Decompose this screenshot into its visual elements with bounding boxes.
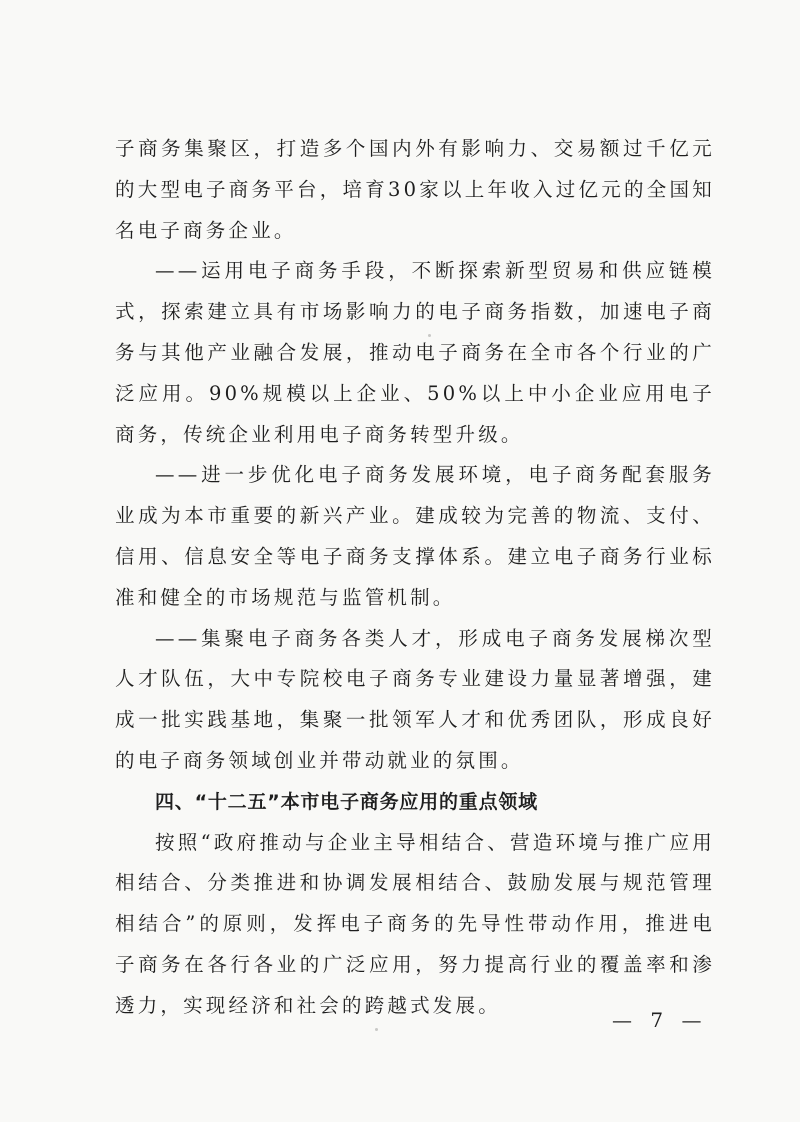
paragraph-4: ——集聚电子商务各类人才，形成电子商务发展梯次型人才队伍，大中专院校电子商务专业建设力量显著增强，建成一批实践基地，集聚一批领军人才和优秀团队，形成良好的电子商务领域创业并带动就业的氛围。 [115, 626, 715, 772]
paragraph-1: 子商务集聚区，打造多个国内外有影响力、交易额过千亿元的大型电子商务平台，培育30家以上年收入过亿元的全国知名电子商务企业。 [115, 137, 715, 242]
section-heading: 四、“十二五”本市电子商务应用的重点领域 [155, 790, 538, 813]
paragraph-2: ——运用电子商务手段，不断探索新型贸易和供应链模式，探索建立具有市场影响力的电子商务指数，加速电子商务与其他产业融合发展，推动电子商务在全市各个行业的广泛应用。90%规模以上企业、50%以上中小企业应用电子商务，传统企业利用电子商务转型升级。 [115, 259, 715, 446]
scan-speck [428, 334, 431, 337]
paragraph-5: 按照“政府推动与企业主导相结合、营造环境与推广应用相结合、分类推进和协调发展相结合、鼓励发展与规范管理相结合”的原则，发挥电子商务的先导性带动作用，推进电子商务在各行各业的广泛应用，努力提高行业的覆盖率和渗透力，实现经济和社会的跨越式发展。 [115, 830, 715, 1017]
body-text [115, 129, 715, 1027]
scan-speck [375, 1028, 378, 1031]
page-number: — 7 — [612, 1008, 708, 1032]
paragraph-3: ——进一步优化电子商务发展环境，电子商务配套服务业成为本市重要的新兴产业。建成较为完善的物流、支付、信用、信息安全等电子商务支撑体系。建立电子商务行业标准和健全的市场规范与监管机制。 [115, 463, 715, 609]
